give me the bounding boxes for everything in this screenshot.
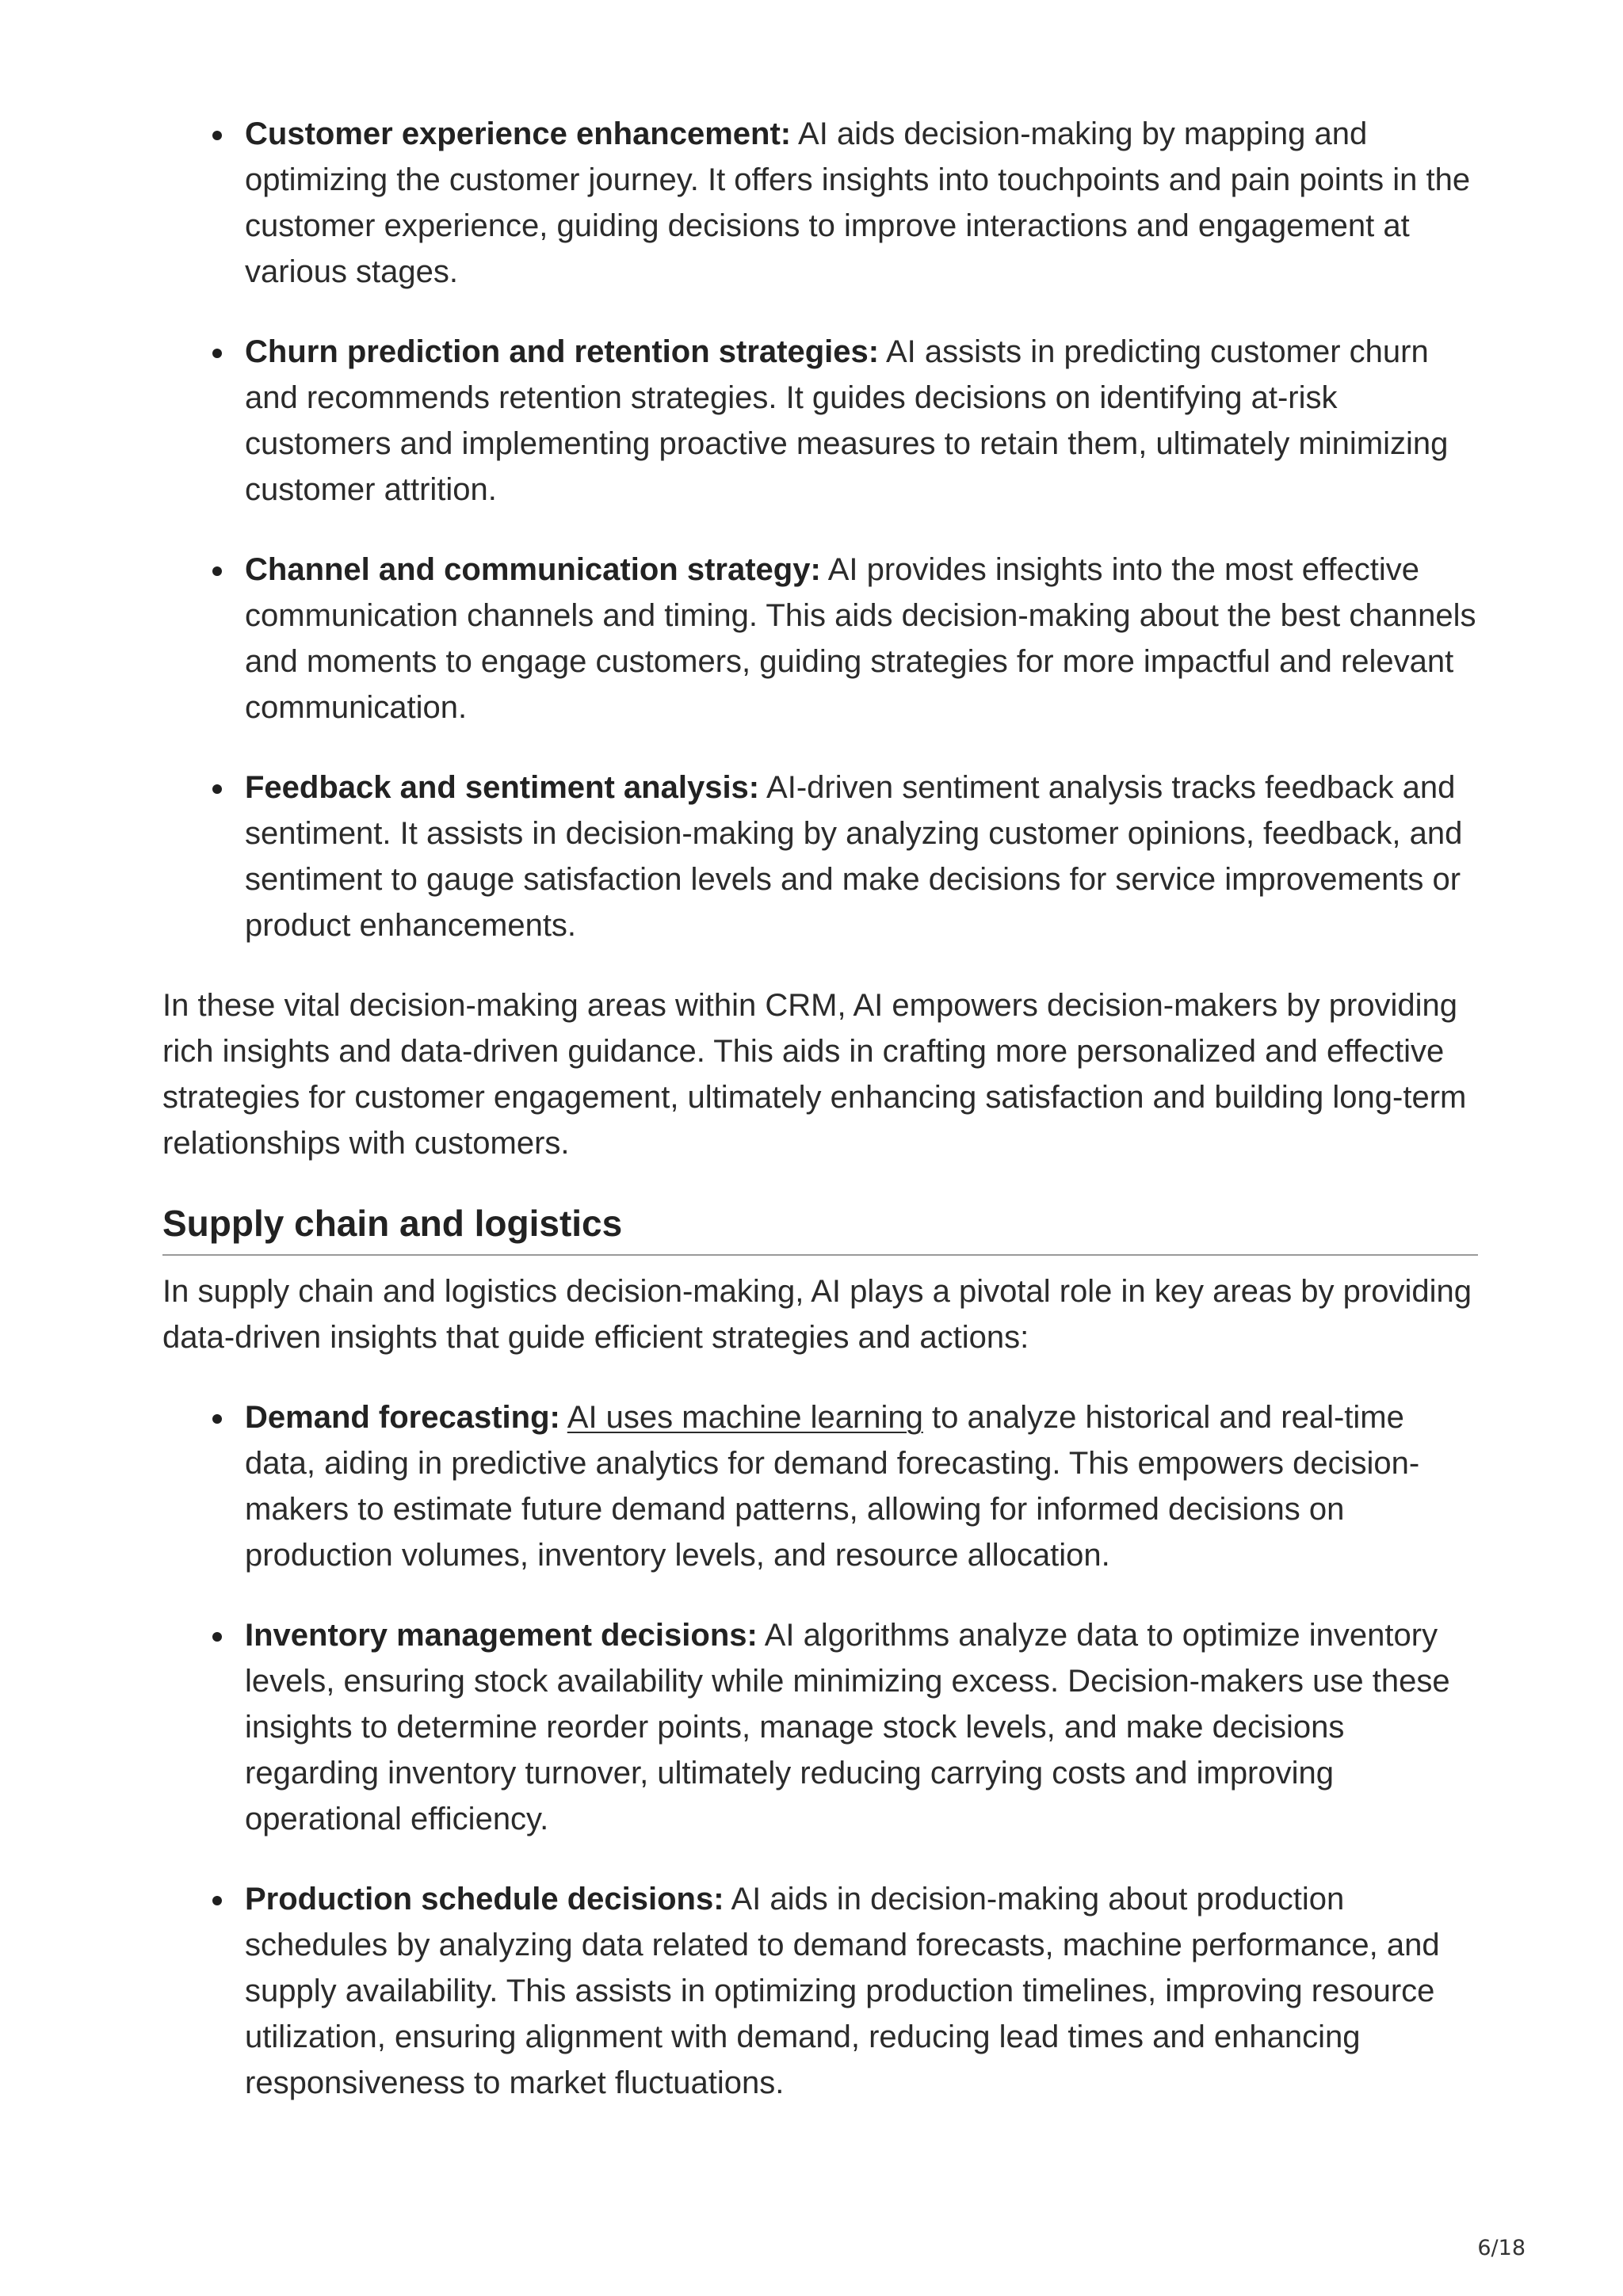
list-item: [162, 1876, 1478, 2106]
list-item: [162, 111, 1478, 295]
list-item: [162, 1612, 1478, 1842]
bullet-icon: [212, 566, 222, 576]
bullet-text: AI provides insights into the most effective communication channels and timing. This aids decision-making about the best channels and moments to engage customers, guiding strategies for more impactful and relevant communication.: [245, 552, 1476, 725]
list-item: [162, 547, 1478, 730]
list-item: [162, 329, 1478, 513]
supply-chain-bullet-list: [162, 1394, 1478, 2106]
bullet-lead: Feedback and sentiment analysis:: [245, 770, 760, 805]
bullet-text: AI-driven sentiment analysis tracks feedback and sentiment. It assists in decision-making by analyzing customer opinions, feedback, and sentiment to gauge satisfaction levels and make decisions for service improvements or product enhancements.: [245, 770, 1463, 943]
machine-learning-link[interactable]: AI uses machine learning: [567, 1400, 923, 1435]
bullet-icon: [212, 1414, 222, 1424]
bullet-icon: [212, 1632, 222, 1642]
bullet-text: AI assists in predicting customer churn and recommends retention strategies. It guides decisions on identifying at-risk customers and implementing proactive measures to retain them, ultimately minimizing customer attrition.: [245, 334, 1449, 507]
bullet-icon: [212, 349, 222, 358]
bullet-text: AI aids in decision-making about production schedules by analyzing data related to demand forecasts, machine performance, and supply availability. This assists in optimizing production timelines, improving resource utilization, ensuring alignment with demand, reducing lead times and enhancing responsiveness to market fluctuations.: [245, 1882, 1440, 2100]
bullet-icon: [212, 131, 222, 140]
section-intro-paragraph: In supply chain and logistics decision-making, AI plays a pivotal role in key areas by providing data-driven insights that guide efficient strategies and actions:: [162, 1274, 1472, 1355]
bullet-lead: Channel and communication strategy:: [245, 552, 821, 587]
bullet-text: AI aids decision-making by mapping and optimizing the customer journey. It offers insights into touchpoints and pain points in the customer experience, guiding decisions to improve interactions and engagement at various stages.: [245, 116, 1471, 289]
list-item: [162, 1394, 1478, 1578]
document-page: [162, 111, 1478, 2140]
bullet-lead: Inventory management decisions:: [245, 1618, 758, 1653]
bullet-lead: Demand forecasting:: [245, 1400, 560, 1435]
page-number: 6/18: [1477, 2236, 1526, 2260]
bullet-lead: Production schedule decisions:: [245, 1882, 724, 1917]
bullet-lead: Churn prediction and retention strategies:: [245, 334, 880, 369]
bullet-lead: Customer experience enhancement:: [245, 116, 792, 151]
bullet-text: AI algorithms analyze data to optimize inventory levels, ensuring stock availability while minimizing excess. Decision-makers use these insights to determine reorder points, manage stock levels, and make decisions regarding inventory turnover, ultimately reducing carrying costs and improving operational efficiency.: [245, 1618, 1450, 1836]
section-heading: Supply chain and logistics: [162, 1200, 1478, 1256]
bullet-text: to analyze historical and real-time data, aiding in predictive analytics for demand forecasting. This empowers decision-makers to estimate future demand patterns, allowing for informed decisions on production volumes, inventory levels, and resource allocation.: [245, 1400, 1420, 1573]
crm-bullet-list: [162, 111, 1478, 948]
bullet-icon: [212, 1896, 222, 1905]
crm-summary-paragraph: In these vital decision-making areas within CRM, AI empowers decision-makers by providing rich insights and data-driven guidance. This aids in crafting more personalized and effective strategies for customer engagement, ultimately enhancing satisfaction and building long-term relationships with customers.: [162, 988, 1467, 1161]
bullet-icon: [212, 784, 222, 794]
list-item: [162, 765, 1478, 948]
